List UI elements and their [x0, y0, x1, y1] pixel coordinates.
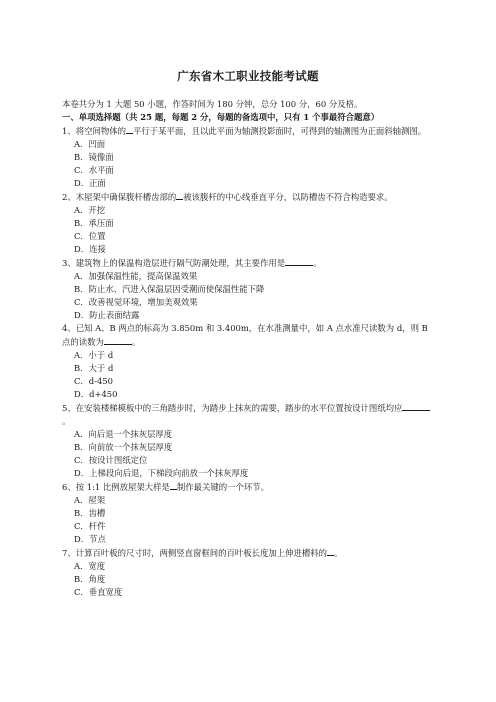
- question-text: 1、将空间物体的: [62, 126, 126, 136]
- answer-option: C．水平面: [74, 165, 114, 175]
- answer-option: D．连接: [74, 244, 106, 254]
- question-stem: [62, 256, 434, 270]
- question-stem: [62, 401, 434, 428]
- answer-blank: [327, 546, 334, 556]
- answer-option: D．正面: [74, 178, 106, 188]
- exam-intro: 本卷共分为 1 大题 50 小题，作答时间为 180 分钟，总分 100 分，60 分及格。: [62, 99, 363, 109]
- page-title: 广东省木工职业技能考试题: [177, 69, 319, 83]
- answer-option: B．大于 d: [74, 363, 114, 373]
- answer-option: B．齿槽: [74, 508, 106, 518]
- question-stem: [62, 480, 434, 494]
- document-page: [62, 68, 434, 599]
- question-text: 3、建筑物上的保温构造层进行隔气防潮处理，其主要作用是: [62, 258, 286, 268]
- answer-blank: [170, 480, 177, 490]
- question-text: 2、木屋架中确保腹杆槽齿部的: [62, 192, 177, 202]
- question-stem: [62, 190, 434, 204]
- question-text: 制作最关键的一个环节。: [176, 482, 270, 492]
- answer-option: D．节点: [74, 534, 106, 544]
- answer-option: B．防止水、汽进入保温层因受潮而使保温性能下降: [74, 284, 265, 294]
- answer-blank: [402, 401, 430, 411]
- question-text: 6、按 1:1 比例放屋架大样是: [62, 482, 170, 492]
- answer-option: A．屋架: [74, 495, 106, 505]
- answer-option: D．d+450: [74, 389, 118, 399]
- answer-option: B．角度: [74, 574, 106, 584]
- answer-blank: [104, 335, 132, 345]
- answer-option: C．位置: [74, 231, 106, 241]
- answer-option: C．按设计图纸定位: [74, 455, 148, 465]
- answer-option: D．上梯段向后退，下梯段向前放一个抹灰厚度: [74, 468, 249, 478]
- answer-option: A．凹面: [74, 139, 106, 149]
- question-text: 。: [333, 548, 343, 558]
- answer-blank: [126, 124, 133, 134]
- question-text: 7、计算百叶板的尺寸时，两侧竖直窗框间的百叶板长度加上伸进槽料的: [62, 548, 327, 558]
- answer-option: B．向前放一个抹灰层厚度: [74, 442, 173, 452]
- question-stem: [62, 322, 434, 349]
- answer-option: C．改善视觉环境，增加美观效果: [74, 297, 198, 307]
- answer-option: A．向后退一个抹灰层厚度: [74, 429, 173, 439]
- answer-blank: [285, 256, 313, 266]
- question-text: 。: [131, 337, 141, 347]
- answer-option: A．加强保温性能，提高保温效果: [74, 271, 198, 281]
- question-text: 。: [313, 258, 322, 268]
- question-text: 4、已知 A、B 两点的标高为 3.850m 和 3.400m，在水准测量中，如 A 点水准尺读数为 d，则 B 点的读数为: [62, 323, 428, 347]
- answer-option: A．小于 d: [74, 350, 114, 360]
- question-stem: [62, 124, 434, 138]
- answer-option: C．杆件: [74, 521, 106, 531]
- answer-option: A．开挖: [74, 205, 106, 215]
- answer-option: D．防止表面结露: [74, 310, 140, 320]
- question-text: 5、在安装楼梯模板中的三角踏步时，为踏步上抹灰的需要，踏步的水平位置按设计图纸均应: [62, 403, 403, 413]
- answer-option: B．镜像面: [74, 152, 114, 162]
- question-stem: [62, 546, 434, 560]
- question-text: 被该腹杆的中心线垂直平分，以防槽齿不符合构造要求。: [183, 192, 393, 202]
- answer-option: B．承压面: [74, 218, 114, 228]
- answer-option: C．d-450: [74, 376, 113, 386]
- answer-option: C．垂直宽度: [74, 587, 123, 597]
- answer-option: A．宽度: [74, 561, 106, 571]
- question-text: 平行于某平面，且以此平面为轴测投影面时，可得到的轴测图为正面斜轴测图。: [132, 126, 427, 136]
- question-list: [62, 124, 434, 599]
- section-heading: 一、单项选择题（共 25 题，每题 2 分，每题的备选项中，只有 1 个事最符合题意）: [62, 112, 380, 122]
- question-text: 。: [62, 416, 71, 426]
